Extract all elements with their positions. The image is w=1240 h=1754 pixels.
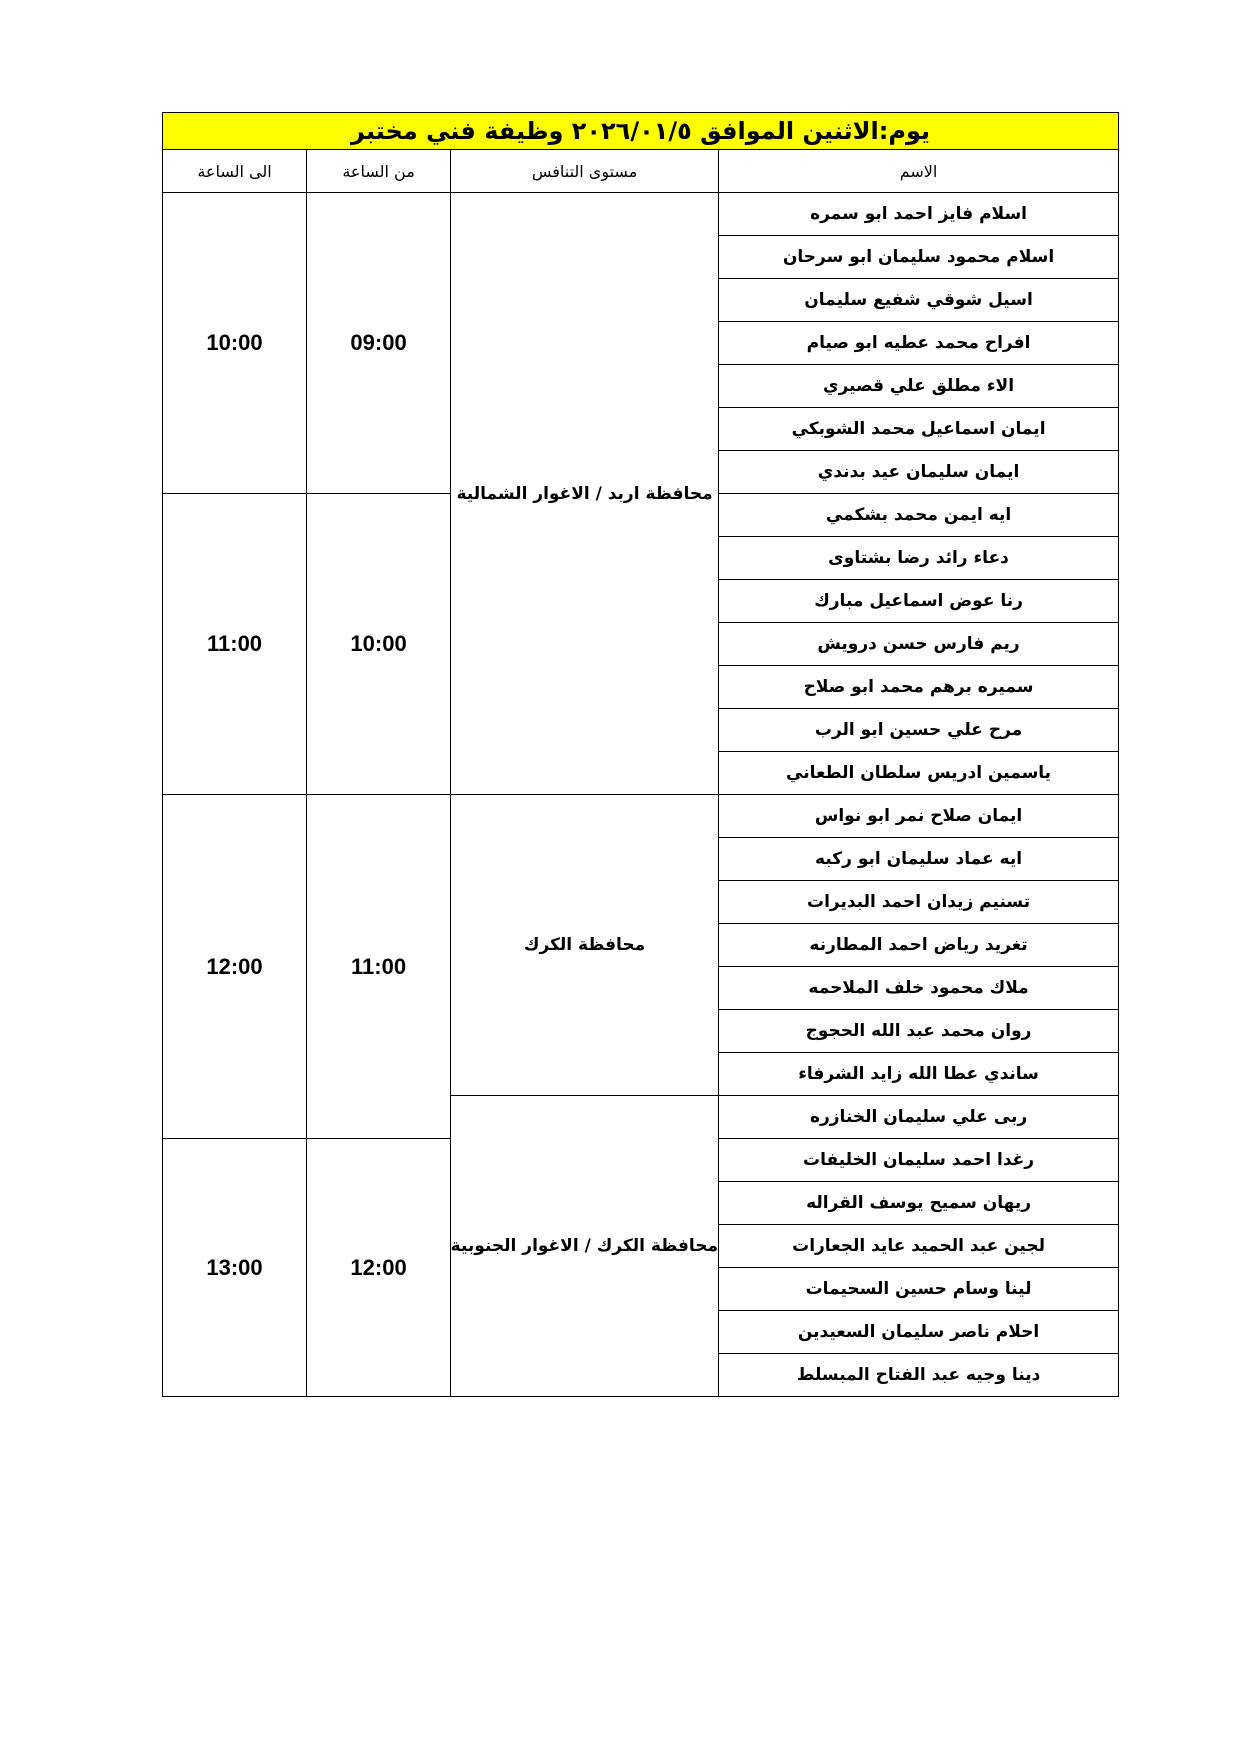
- name-cell: ياسمين ادريس سلطان الطعاني: [719, 752, 1119, 795]
- header-from-time: من الساعة: [307, 150, 451, 193]
- name-cell: لجين عبد الحميد عايد الجعارات: [719, 1225, 1119, 1268]
- header-to-time: الى الساعة: [163, 150, 307, 193]
- table-row: [163, 795, 1119, 838]
- name-cell: ريم فارس حسن درويش: [719, 623, 1119, 666]
- from-time-cell: 09:00: [307, 193, 451, 494]
- name-cell: ربى علي سليمان الخنازره: [719, 1096, 1119, 1139]
- name-cell: اسلام فايز احمد ابو سمره: [719, 193, 1119, 236]
- level-cell: محافظة الكرك: [451, 795, 719, 1096]
- to-time-cell: 11:00: [163, 494, 307, 795]
- header-name: الاسم: [719, 150, 1119, 193]
- name-cell: تغريد رياض احمد المطارنه: [719, 924, 1119, 967]
- header-row: [163, 150, 1119, 193]
- name-cell: الاء مطلق علي قصيري: [719, 365, 1119, 408]
- schedule-table: [162, 112, 1119, 1397]
- name-cell: دعاء رائد رضا بشتاوى: [719, 537, 1119, 580]
- to-time-cell: 12:00: [163, 795, 307, 1139]
- name-cell: تسنيم زيدان احمد البديرات: [719, 881, 1119, 924]
- level-cell: محافظة اربد / الاغوار الشمالية: [451, 193, 719, 795]
- schedule-title: يوم:الاثنين الموافق ٢٠٢٦/٠١/٥ وظيفة فني مختبر: [163, 113, 1119, 150]
- level-cell: محافظة الكرك / الاغوار الجنوبية: [451, 1096, 719, 1397]
- from-time-cell: 10:00: [307, 494, 451, 795]
- name-cell: دينا وجيه عبد الفتاح المبسلط: [719, 1354, 1119, 1397]
- table-row: [163, 193, 1119, 236]
- name-cell: افراح محمد عطيه ابو صيام: [719, 322, 1119, 365]
- title-row: [163, 113, 1119, 150]
- name-cell: اسلام محمود سليمان ابو سرحان: [719, 236, 1119, 279]
- from-time-cell: 12:00: [307, 1139, 451, 1397]
- name-cell: ايمان سليمان عيد بدندي: [719, 451, 1119, 494]
- to-time-cell: 13:00: [163, 1139, 307, 1397]
- from-time-cell: 11:00: [307, 795, 451, 1139]
- name-cell: روان محمد عبد الله الحجوج: [719, 1010, 1119, 1053]
- name-cell: ملاك محمود خلف الملاحمه: [719, 967, 1119, 1010]
- name-cell: ساندي عطا الله زايد الشرفاء: [719, 1053, 1119, 1096]
- name-cell: اسيل شوقي شفيع سليمان: [719, 279, 1119, 322]
- name-cell: لينا وسام حسين السحيمات: [719, 1268, 1119, 1311]
- name-cell: ايه عماد سليمان ابو ركبه: [719, 838, 1119, 881]
- name-cell: ايمان صلاح نمر ابو نواس: [719, 795, 1119, 838]
- name-cell: رنا عوض اسماعيل مبارك: [719, 580, 1119, 623]
- header-level: مستوى التنافس: [451, 150, 719, 193]
- name-cell: ايمان اسماعيل محمد الشوبكي: [719, 408, 1119, 451]
- name-cell: ايه ايمن محمد بشكمي: [719, 494, 1119, 537]
- name-cell: احلام ناصر سليمان السعيدين: [719, 1311, 1119, 1354]
- name-cell: ريهان سميح يوسف القراله: [719, 1182, 1119, 1225]
- name-cell: مرح علي حسين ابو الرب: [719, 709, 1119, 752]
- to-time-cell: 10:00: [163, 193, 307, 494]
- name-cell: رغدا احمد سليمان الخليفات: [719, 1139, 1119, 1182]
- name-cell: سميره برهم محمد ابو صلاح: [719, 666, 1119, 709]
